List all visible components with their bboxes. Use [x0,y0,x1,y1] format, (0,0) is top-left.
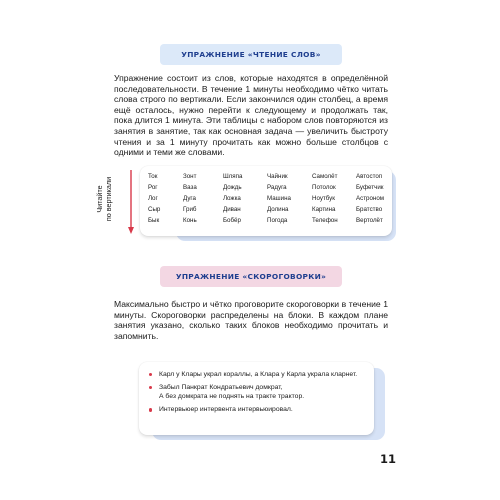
read-vertically-line-1: Читайте [95,185,104,213]
word-cell: Братство [356,206,383,213]
word-cell: Диван [223,206,241,213]
tongue-twister-item [149,370,367,379]
word-cell: Чайник [267,173,288,180]
word-cell: Ложка [223,195,241,202]
words-table-card [140,166,392,236]
word-cell: Зонт [183,173,197,180]
word-cell: Телефон [312,217,338,224]
word-cell: Бобёр [223,217,241,224]
word-cell: Долина [267,206,289,213]
tongue-twister-line: Интервьюер интервента интервьюировал. [159,406,293,414]
tongue-twister-exercise-description: Максимально быстро и чётко проговорите скороговорки в течение 1 минуты. Скороговорки распределены на блоки. В каждом плане занятия указано, сколько таких блоков необходимо прочитать и запомнить. [114,299,388,341]
word-cell: Потолок [312,184,336,191]
bullet-dot-icon [149,373,152,376]
page-number: 11 [380,452,397,466]
word-cell: Гриб [183,206,197,213]
word-cell: Ноутбук [312,195,335,202]
word-cell: Буфетчик [356,184,384,191]
word-cell: Сыр [148,206,161,213]
tongue-twister-line: Забыл Панкрат Кондратьевич домкрат, [159,383,283,391]
word-cell: Бык [148,217,160,224]
word-cell: Дождь [223,184,242,191]
tongue-twister-item [149,405,367,414]
word-cell: Погода [267,217,288,224]
bullet-dot-icon [149,386,152,389]
word-cell: Дуга [183,195,196,202]
tongue-twister-exercise-title: УПРАЖНЕНИЕ «СКОРОГОВОРКИ» [160,266,342,287]
word-cell: Радуга [267,184,287,191]
words-table [148,171,400,226]
word-cell: Шляпа [223,173,243,180]
word-cell: Конь [183,217,197,224]
read-vertically-label [95,159,113,239]
reading-exercise-title: УПРАЖНЕНИЕ «ЧТЕНИЕ СЛОВ» [160,44,342,65]
arrow-down-icon [128,170,134,234]
tongue-twister-item [149,383,367,402]
reading-exercise-description: Упражнение состоит из слов, которые находятся в определённой последовательности. В течение 1 минуты необходимо чётко читать слова строго по вертикали. Если закончился один столбец, а время ещё осталось, нужно перейти к следующему и продолжать так, пока длится 1 минута. Эти таблицы с набором слов повторяются из занятия в занятие, так как основная задача — увеличить быстроту чтения и за 1 минуту прочитать как можно больше столбцов с одними и теми же словами. [114,73,388,158]
word-cell: Автостоп [356,173,383,180]
word-cell: Вертолёт [356,217,383,224]
word-cell: Астроном [356,195,385,202]
word-cell: Рог [148,184,158,191]
word-cell: Картина [312,206,336,213]
tongue-twister-line: А без домкрата не поднять на тракте трактор. [159,393,305,401]
word-cell: Лог [148,195,158,202]
word-cell: Ток [148,173,158,180]
read-vertically-line-2: по вертикали [104,176,113,222]
word-cell: Машина [267,195,291,202]
bullet-dot-icon [149,408,152,411]
word-cell: Самолёт [312,173,338,180]
tongue-twister-list [149,370,367,418]
tongue-twister-card [139,362,374,435]
word-cell: Ваза [183,184,197,191]
tongue-twister-line: Карл у Клары украл кораллы, а Клара у Карла украла кларнет. [159,371,358,378]
